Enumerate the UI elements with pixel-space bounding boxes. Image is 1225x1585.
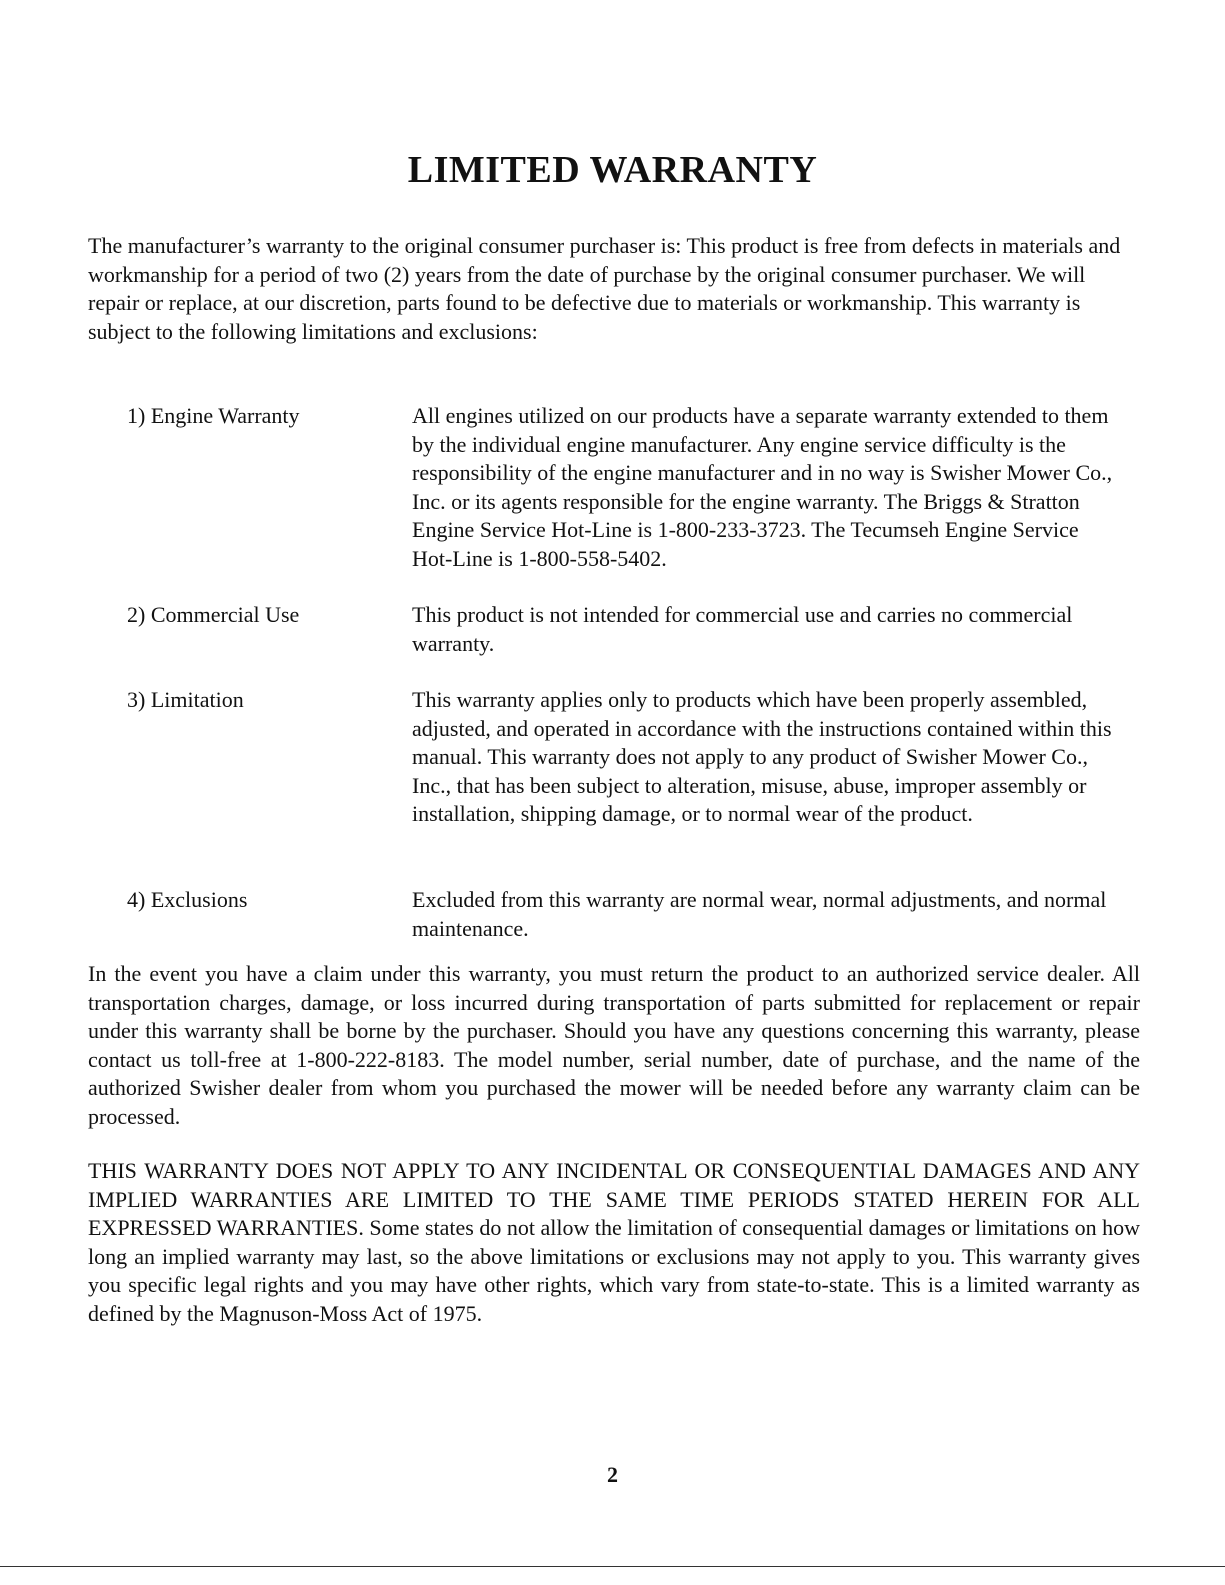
intro-paragraph: The manufacturer’s warranty to the original consumer purchaser is: This product is free from defects in materials and workmanship for a period of two (2) years from the date of purchase by the original consumer purchaser. We will repair or replace, at our discretion, parts found to be defective due to materials or workmanship. This warranty is subject to the following limitations and exclusions: bbox=[88, 233, 1121, 344]
item-text-commercial-use: This product is not intended for commercial use and carries no commercial warranty. bbox=[412, 602, 1073, 656]
item-text-engine-warranty: All engines utilized on our products have a separate warranty extended to them by the individual engine manufacturer. Any engine service difficulty is the responsibility of the engine manufacturer and in no way is Swisher Mower Co., Inc. or its agents responsible for the engine warranty. The Briggs & Stratton Engine Service Hot-Line is 1-800-233-3723. The Tecumseh Engine Service Hot-Line is 1-800-558-5402. bbox=[412, 403, 1113, 571]
bottom-rule bbox=[0, 1566, 1225, 1567]
claim-paragraph: In the event you have a claim under this warranty, you must return the product to an authorized service dealer. All transportation charges, damage, or loss incurred during transportation of parts submitted for replacement or repair under this warranty shall be borne by the purchaser. Should you have any questions concerning this warranty, please contact us toll-free at 1-800-222-8183. The model number, serial number, date of purchase, and the name of the authorized Swisher dealer from whom you purchased the mower will be needed before any warranty claim can be processed. bbox=[88, 961, 1140, 1129]
item-label-limitation: 3) Limitation bbox=[127, 687, 244, 712]
item-text-limitation: This warranty applies only to products which have been properly assembled, adjusted, and operated in accordance with the instructions contained within this manual. This warranty does not apply to any product of Swisher Mower Co., Inc., that has been subject to alteration, misuse, abuse, improper assembly or installation, shipping damage, or to normal wear of the product. bbox=[412, 687, 1112, 826]
page-number: 2 bbox=[607, 1462, 618, 1487]
item-label-commercial-use: 2) Commercial Use bbox=[127, 602, 300, 627]
document-title: LIMITED WARRANTY bbox=[407, 149, 818, 191]
item-label-engine-warranty: 1) Engine Warranty bbox=[127, 403, 300, 428]
item-label-exclusions: 4) Exclusions bbox=[127, 887, 248, 912]
disclaimer-paragraph: THIS WARRANTY DOES NOT APPLY TO ANY INCIDENTAL OR CONSEQUENTIAL DAMAGES AND ANY IMPLIED WARRANTIES ARE LIMITED TO THE SAME TIME PERIODS STATED HEREIN FOR ALL EXPRESSED WARRANTIES. Some states do not allow the limitation of consequential damages or limitations on how long an implied warranty may last, so the above limitations or exclusions may not apply to you. This warranty gives you specific legal rights and you may have other rights, which vary from state-to-state. This is a limited warranty as defined by the Magnuson-Moss Act of 1975. bbox=[88, 1158, 1140, 1326]
item-text-exclusions: Excluded from this warranty are normal wear, normal adjustments, and normal maintenance. bbox=[412, 887, 1107, 941]
